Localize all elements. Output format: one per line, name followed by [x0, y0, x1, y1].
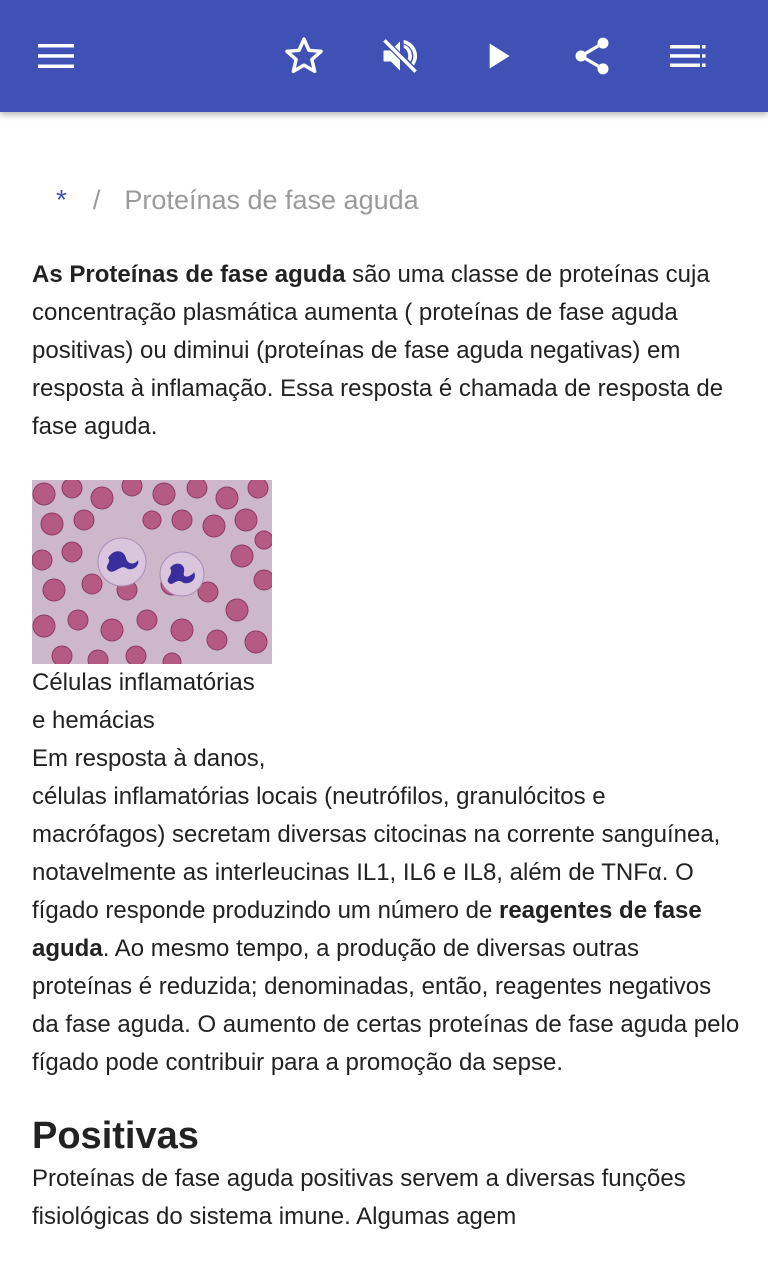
- menu-button[interactable]: [28, 28, 84, 84]
- share-icon: [570, 34, 614, 78]
- response-paragraph: [32, 778, 744, 1082]
- figure-caption-line2: e hemácias: [32, 707, 155, 734]
- play-button[interactable]: [470, 28, 526, 84]
- article-content: [32, 256, 744, 1236]
- breadcrumb-home-link[interactable]: *: [56, 184, 67, 215]
- response-bold-term: reagentes de fase aguda: [32, 897, 702, 962]
- breadcrumb-separator: /: [92, 184, 101, 215]
- share-button[interactable]: [564, 28, 620, 84]
- breadcrumb-current: Proteínas de fase aguda: [124, 184, 419, 215]
- contents-button[interactable]: [660, 28, 716, 84]
- breadcrumb: [56, 180, 419, 220]
- intro-paragraph: [32, 256, 744, 446]
- bookmark-button[interactable]: [276, 28, 332, 84]
- hamburger-menu-icon: [36, 36, 76, 76]
- mute-button[interactable]: [372, 28, 428, 84]
- volume-off-icon: [378, 34, 422, 78]
- intro-bold-term: As Proteínas de fase aguda: [32, 261, 346, 288]
- app-toolbar: [0, 0, 768, 112]
- section-heading-positivas: Positivas: [32, 1115, 199, 1157]
- list-contents-icon: [668, 36, 708, 76]
- blood-smear-image[interactable]: [32, 480, 272, 664]
- figure: [32, 480, 744, 740]
- star-outline-icon: [282, 34, 326, 78]
- play-icon: [478, 36, 518, 76]
- response-text-1: células inflamatórias locais (neutrófilos, granulócitos e macrófagos) secretam diversas citocinas na corrente sanguínea, notavelmente as interleucinas IL1, IL6 e IL8, além de TNFα. O fígado responde produzindo um número de: [32, 783, 721, 924]
- section-paragraph: Proteínas de fase aguda positivas servem a diversas funções fisiológicas do sistema imune. Algumas agem: [32, 1165, 686, 1230]
- response-text-2: . Ao mesmo tempo, a produção de diversas outras proteínas é reduzida; denominadas, então, reagentes negativos da fase aguda. O aumento de certas proteínas de fase aguda pelo fígado pode contribuir para a promoção da sepse.: [32, 935, 740, 1076]
- response-paragraph-lead: Em resposta à danos,: [32, 745, 266, 772]
- intro-text: são uma classe de proteínas cuja concentração plasmática aumenta ( proteínas de fase aguda positivas) ou diminui (proteínas de fase aguda negativas) em resposta à inflamação. Essa resposta é chamada de resposta de fase aguda.: [32, 261, 724, 440]
- figure-caption-line1: Células inflamatórias: [32, 669, 255, 696]
